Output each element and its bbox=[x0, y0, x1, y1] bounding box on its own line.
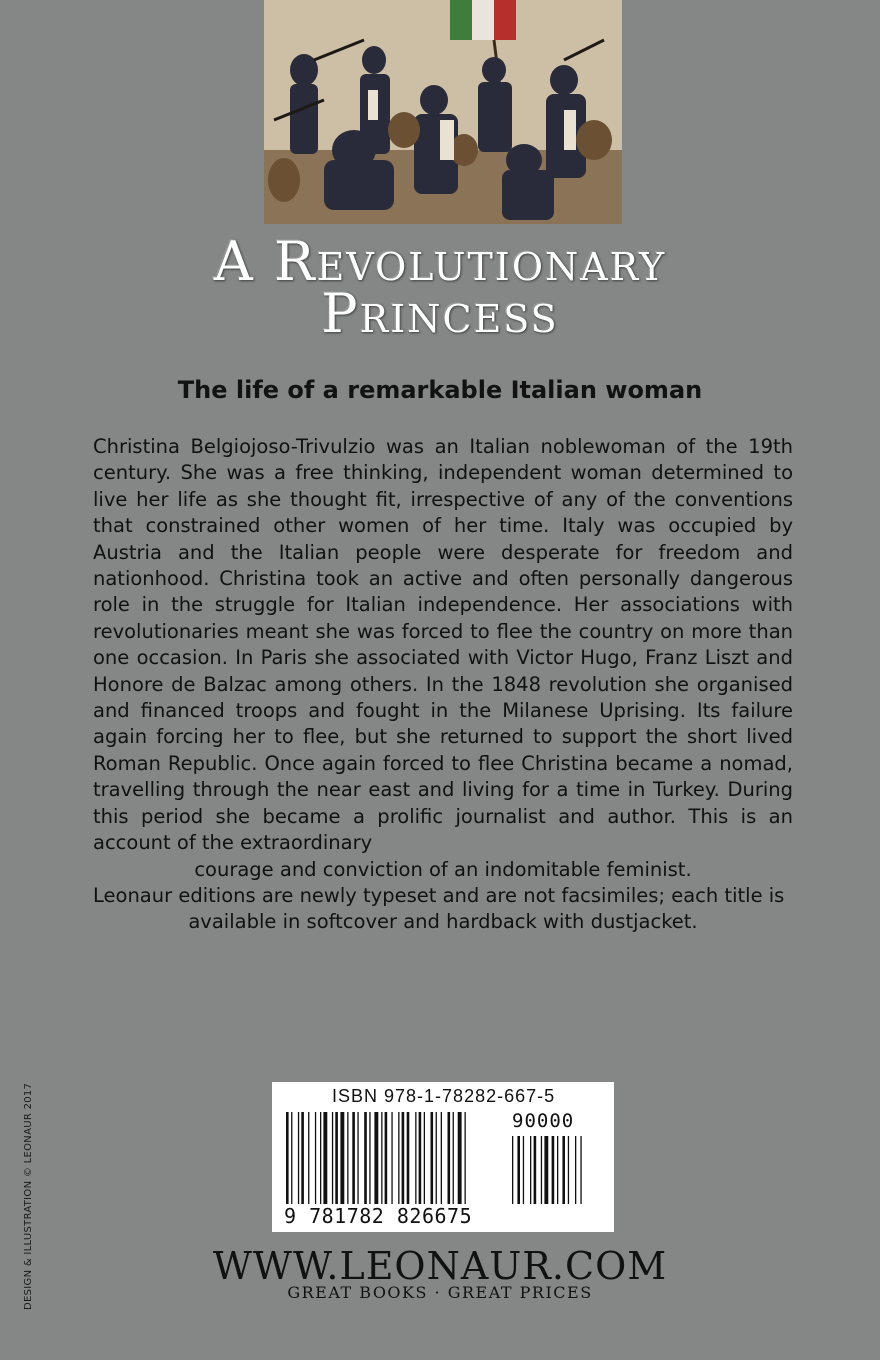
publisher-website[interactable]: WWW.LEONAUR.COM bbox=[212, 1244, 668, 1288]
blurb bbox=[93, 434, 793, 936]
price-barcode bbox=[512, 1136, 602, 1204]
blurb-main: Christina Belgiojoso-Trivulzio was an Italian noblewoman of the 19th century. She was a free thinking, independent woman determined to live her life as she thought fit, irrespective of any of the conventions that constrained other women of her time. Italy was occupied by Austria and the Italian people were desperate for freedom and nationhood. Christina took an active and often personally dangerous role in the struggle for Italian independence. Her associations with revolutionaries meant she was forced to flee the country on more than one occasion. In Paris she associated with Victor Hugo, Franz Liszt and Honore de Balzac among others. In the 1848 revolution she organised and financed troops and fought in the Milanese Uprising. Its failure again forcing her to flee, but she returned to support the short lived Roman Republic. Once again forced to flee Christina became a nomad, travelling through the near east and living for a time in Turkey. During this period she became a prolific journalist and author. This is an account of the extraordinary bbox=[93, 435, 793, 855]
cover-illustration bbox=[264, 0, 622, 224]
price-code: 90000 bbox=[512, 1110, 575, 1132]
editions-line-2: available in softcover and hardback with dustjacket. bbox=[188, 910, 698, 934]
book-title-line-2: Princess bbox=[321, 282, 559, 345]
ean13-barcode bbox=[286, 1112, 506, 1204]
book-title-line-1: A Revolutionary bbox=[213, 230, 667, 293]
barcode-digits: 9 781782 826675 bbox=[284, 1204, 473, 1228]
tagline: The life of a remarkable Italian woman bbox=[177, 376, 703, 404]
editions-line-1: Leonaur editions are newly typeset and are not facsimiles; each title is bbox=[93, 883, 785, 907]
blurb-end: courage and conviction of an indomitable feminist. bbox=[194, 857, 692, 881]
design-credit: DESIGN & ILLUSTRATION © LEONAUR 2017 bbox=[23, 1082, 34, 1310]
isbn-label: ISBN 978-1-78282-667-5 bbox=[332, 1086, 556, 1106]
publisher-slogan: GREAT BOOKS · GREAT PRICES bbox=[287, 1283, 593, 1302]
isbn-barcode bbox=[272, 1082, 614, 1232]
battle-painting bbox=[264, 0, 622, 224]
